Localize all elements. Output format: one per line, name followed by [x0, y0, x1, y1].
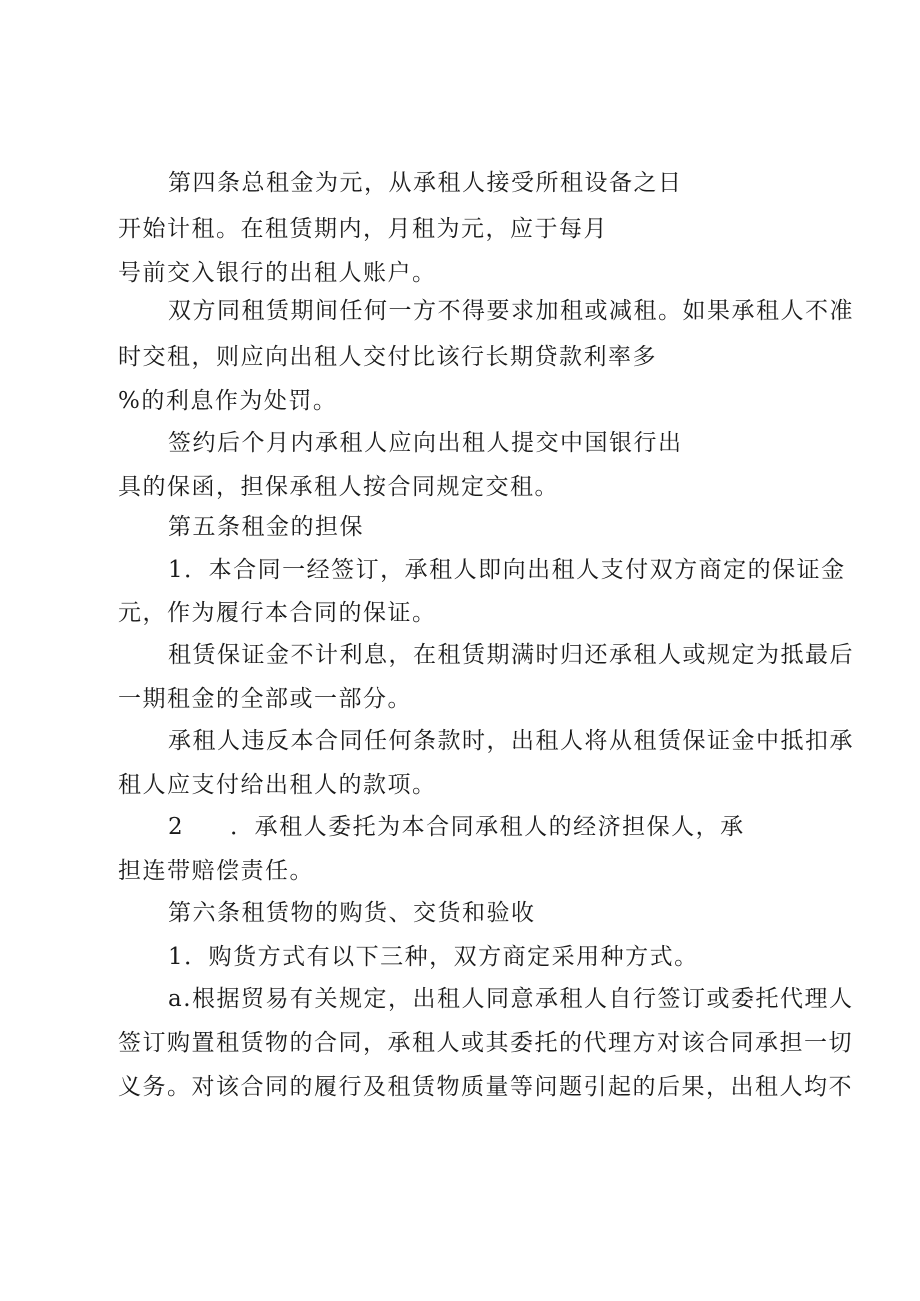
- paragraph-no-adjustment-line-1: 双方同租赁期间任何一方不得要求加租或减租。如果承租人不准: [168, 298, 854, 324]
- article-6-item-1: 1．购货方式有以下三种，双方商定采用种方式。: [168, 944, 699, 970]
- article-4-line-1: 第四条总租金为元，从承租人接受所租设备之日: [168, 170, 683, 196]
- paragraph-breach-line-1: 承租人违反本合同任何条款时，出租人将从租赁保证金中抵扣承: [168, 728, 854, 754]
- paragraph-deposit-line-1: 租赁保证金不计利息，在租赁期满时归还承租人或规定为抵最后: [168, 642, 854, 668]
- paragraph-deposit-line-2: 一期租金的全部或一部分。: [118, 686, 412, 712]
- article-5-item-1-line-2: 元，作为履行本合同的保证。: [118, 600, 437, 626]
- article-5-heading: 第五条租金的担保: [168, 514, 364, 540]
- item-2-text: ．承租人委托为本合同承租人的经济担保人，承: [230, 814, 745, 840]
- paragraph-breach-line-2: 租人应支付给出租人的款项。: [118, 772, 437, 798]
- paragraph-no-adjustment-line-3: %的利息作为处罚。: [118, 388, 338, 414]
- article-4-line-2: 开始计租。在租赁期内，月租为元，应于每月: [118, 216, 608, 242]
- item-2-number: 2: [168, 814, 185, 840]
- paragraph-no-adjustment-line-2: 时交租，则应向出租人交付比该行长期贷款利率多: [118, 344, 657, 370]
- article-5-item-1-line-1: 1．本合同一经签订，承租人即向出租人支付双方商定的保证金: [168, 557, 846, 583]
- article-5-item-2-line-2: 担连带赔偿责任。: [118, 858, 314, 884]
- article-4-line-3: 号前交入银行的出租人账户。: [118, 260, 437, 286]
- article-6-item-a-line-2: 签订购置租赁物的合同，承租人或其委托的代理方对该合同承担一切: [118, 1030, 853, 1056]
- article-6-item-a-line-3: 义务。对该合同的履行及租赁物质量等问题引起的后果，出租人均不: [118, 1074, 853, 1100]
- article-6-heading: 第六条租赁物的购货、交货和验收: [168, 900, 536, 926]
- paragraph-guarantee-letter-line-2: 具的保函，担保承租人按合同规定交租。: [118, 474, 559, 500]
- article-6-item-a-line-1: a.根据贸易有关规定，出租人同意承租人自行签订或委托代理人: [168, 986, 854, 1012]
- article-5-item-2-line-1: [168, 812, 745, 842]
- paragraph-guarantee-letter-line-1: 签约后个月内承租人应向出租人提交中国银行出: [168, 430, 683, 456]
